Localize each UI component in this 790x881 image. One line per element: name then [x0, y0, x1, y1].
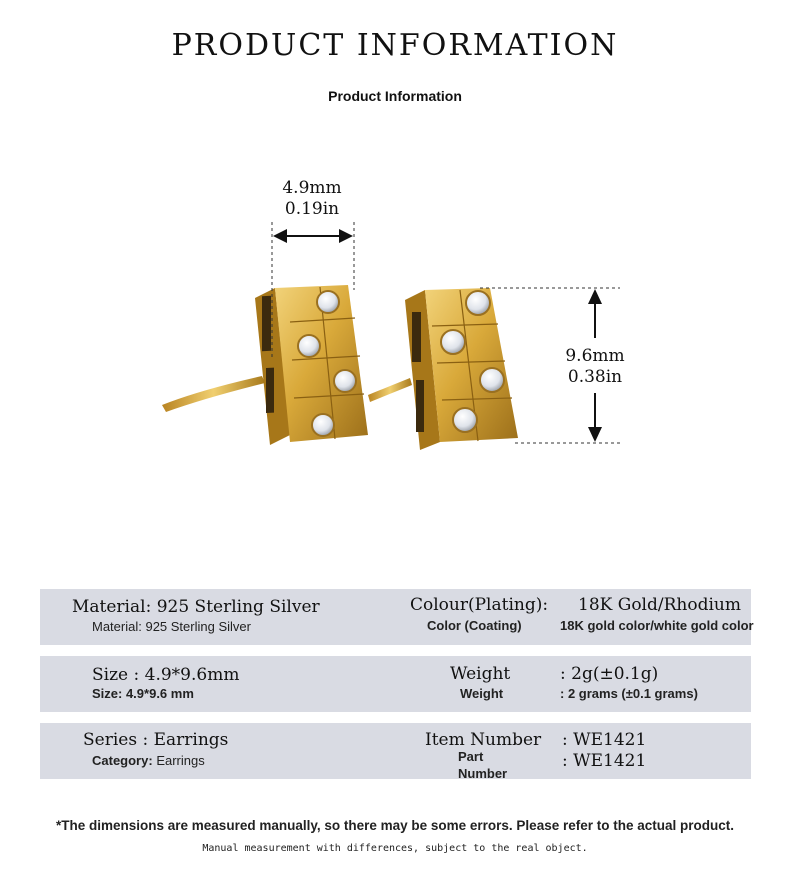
category-value: Earrings: [156, 753, 205, 768]
page-title: PRODUCT INFORMATION: [171, 28, 619, 63]
category-label: Category:: [92, 753, 153, 768]
series-main: Series : Earrings: [83, 730, 229, 750]
part-number-value: : WE1421: [562, 751, 647, 771]
weight-value-sub: : 2 grams (±0.1 grams): [560, 686, 698, 701]
item-number-label-main: Item Number: [425, 730, 542, 750]
height-mm: 9.6mm: [565, 346, 625, 366]
colour-label-sub: Color (Coating): [427, 618, 522, 633]
footnote-primary: *The dimensions are measured manually, so there may be some errors. Please refer to the actual product.: [56, 818, 734, 833]
item-number-value-main: : WE1421: [562, 730, 647, 750]
material-sub: Material: 925 Sterling Silver: [92, 619, 251, 634]
weight-value-main: : 2g(±0.1g): [560, 664, 659, 684]
colour-value-main: 18K Gold/Rhodium: [578, 595, 741, 615]
spec-row-series: [40, 723, 751, 779]
height-dimension-label: [555, 346, 635, 388]
colour-value-sub: 18K gold color/white gold color: [560, 618, 754, 633]
right-post: [368, 378, 412, 402]
width-dimension-label: [262, 178, 362, 220]
size-sub: Size: 4.9*9.6 mm: [92, 686, 194, 701]
weight-label-main: Weight: [450, 664, 511, 684]
spec-row-size: [40, 656, 751, 712]
height-in: 0.38in: [567, 367, 623, 387]
colour-label-main: Colour(Plating):: [410, 595, 549, 615]
width-mm: 4.9mm: [282, 178, 342, 198]
part-number-label-2: Number: [458, 766, 508, 781]
footnote-secondary: Manual measurement with differences, subject to the real object.: [202, 843, 588, 854]
earrings-photo: [0, 150, 790, 550]
part-number-label-1: Part: [458, 749, 484, 764]
material-main: Material: 925 Sterling Silver: [72, 597, 320, 617]
weight-label-sub: Weight: [460, 686, 504, 701]
page-subtitle: Product Information: [328, 88, 462, 104]
category-sub: [92, 753, 205, 768]
width-in: 0.19in: [284, 199, 340, 219]
spec-row-material: [40, 589, 754, 645]
size-main: Size : 4.9*9.6mm: [92, 665, 240, 685]
left-post: [162, 376, 265, 412]
